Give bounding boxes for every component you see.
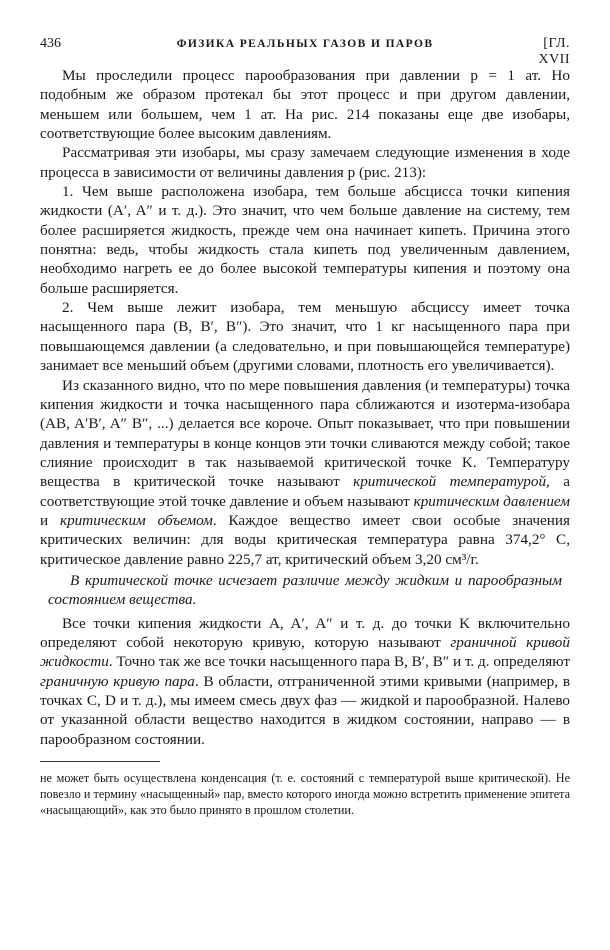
term-critical-volume: критическим объемом — [59, 511, 213, 529]
text-run: . Точно так же все точки насыщенного пара B, B′, B″ и т. д. определяют — [108, 653, 570, 671]
text-run: Все точки кипения жидкости A, A′, A″ и т. д. до точки K включительно определяют собой некоторую кривую, которую называют — [40, 614, 570, 651]
book-page — [40, 36, 570, 936]
paragraph-point-1: 1. Чем выше расположена изобара, тем больше абсцисса точки кипения жидкости (A′, A″ и т. д.). Это значит, что чем больше давление на систему, тем более расширяется жидкость, прежде чем она начинает кипеть. Причина этого понятна: ведь, чтобы жидкость стала кипеть под увеличенным давлением, необходимо нагреть ее до более высокой температуры кипения и поэтому она больше расширяется. — [40, 183, 570, 297]
paragraph-boundary-curves — [40, 614, 570, 749]
paragraph-critical-statement: В критической точке исчезает различие между жидким и парообразным состоянием вещества. — [48, 571, 562, 609]
paragraph-pressure-intro: Мы проследили процесс парообразования при давлении p = 1 ат. Но подобным же образом протекал бы этот процесс и при другом давлении, меньшем или большем, чем 1 ат. На рис. 214 показаны еще две изобары, соответствующие более высоким давлениям. — [40, 67, 570, 143]
paragraph-isobars: Рассматривая эти изобары, мы сразу замечаем следующие изменения в ходе процесса в зависимости от величины давления p (рис. 213): — [40, 144, 570, 181]
text-run: . В области, отграниченной этими кривыми (например, в точках C, D и т. д.), мы имеем смесь двух фаз — жидкой и парообразной. Налево от указанной области вещество находится в жидком состоянии, направо — в парообразном состоянии. — [40, 672, 570, 748]
text-run: . Каждое вещество имеет свои особые значения критических величин: для воды критическая температура равна 374,2° C, критическое давление равно 225,7 ат, критический объем 3,20 см³/г. — [40, 511, 570, 568]
text-run: Из сказанного видно, что по мере повышения давления (и температуры) точка кипения жидкости и точка насыщенного пара сближаются и изотерма-изобара (AB, A′B′, A″ B″, ...) делается все короче. Опыт показывает, что при повышении давления и температуры в конце концов эти точки сливаются между собой; такое слияние происходит в так называемой критической точке K. Температуру вещества в критической точке называют — [40, 376, 570, 491]
text-run: , а соответствующие этой точке давление и объем называют — [40, 473, 570, 510]
term-critical-temperature: критической температурой — [353, 473, 547, 491]
chapter-label: [ГЛ. XVII — [538, 36, 570, 67]
paragraph-point-2: 2. Чем выше лежит изобара, тем меньшую абсциссу имеет точка насыщенного пара (B, B′, B″). Это значит, что 1 кг насыщенного пара при повышающемся давлении (а следовательно, и при повышающейся температуре) занимает все меньший объем (другими словами, плотность его увеличивается). — [40, 299, 570, 375]
page-number: 436 — [40, 36, 61, 51]
footnote-divider — [40, 761, 160, 762]
paragraph-critical-point — [40, 376, 570, 569]
term-vapor-boundary-curve: граничную кривую пара — [40, 672, 195, 690]
text-run: и — [40, 511, 60, 529]
term-critical-pressure: критическим давлением — [413, 492, 570, 510]
page-header — [40, 36, 570, 67]
running-title: ФИЗИКА РЕАЛЬНЫХ ГАЗОВ И ПАРОВ — [176, 38, 434, 50]
footnote: не может быть осуществлена конденсация (т. е. состояний с температурой выше критической). Не повезло и термину «насыщенный» пар, вместо которого иногда можно встретить применение эпитета «насыщающий», как это было принято в прошлом столетии. — [40, 771, 570, 818]
term-liquid-boundary-curve: граничной кривой жидкости — [40, 633, 570, 671]
main-text — [40, 66, 570, 749]
